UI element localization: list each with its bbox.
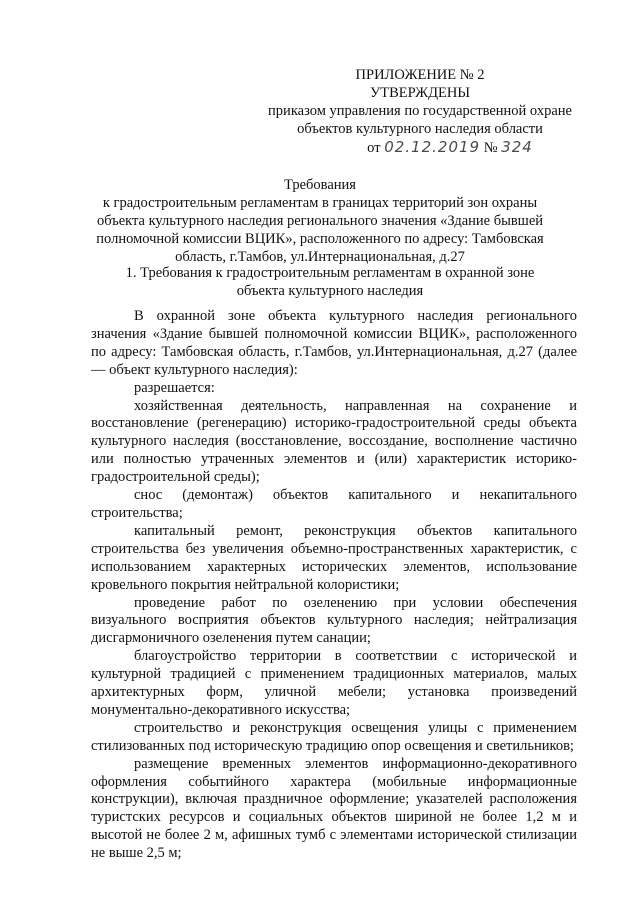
paragraph-intro: В охранной зоне объекта культурного наследия регионального значения «Здание бывшей полномочной комиссии ВЦИК», расположенного по адресу: Тамбовская область, г.Тамбов, ул.Интернациональная, д.27 (далее — объект культурного наследия):	[91, 308, 577, 378]
section-line-1: 1. Требования к градостроительным регламентам в охранной зоне	[125, 265, 535, 281]
title-heading: Требования	[284, 177, 356, 193]
paragraph-demolition: снос (демонтаж) объектов капитального и некапитального строительства;	[91, 487, 577, 521]
handwritten-date: 02.12.2019	[384, 138, 481, 156]
number-prefix: №	[483, 140, 498, 156]
paragraph-economic-activity: хозяйственная деятельность, направленная на сохранение и восстановление (регенерацию) историко-градостроительной среды объекта культурного наследия (восстановление, воссоздание, восполнение частично или полностью утраченных элементов и (или) характеристик историко-градостроительной среды);	[91, 397, 577, 486]
paragraph-landscaping: благоустройство территории в соответствии с исторической и культурной традицией с применением традиционных материалов, малых архитектурных форм, уличной мебели; установка произведений монументально-декоративного искусства;	[91, 648, 577, 718]
approved-label: УТВЕРЖДЕНЫ	[369, 85, 471, 101]
title-line-4: область, г.Тамбов, ул.Интернациональная, д.27	[175, 249, 465, 265]
order-date-line	[315, 138, 585, 157]
paragraph-temporary-elements: размещение временных элементов информационно-декоративного оформления событийного характера (мобильные информационные конструкции), включая праздничное оформление; указателей расположения туристских ресурсов и социальных объектов шириной не более 1,2 м и высотой не более 2 м, афишных тумб с элементами исторической стилизации не выше 2,5 м;	[91, 755, 577, 862]
order-line-1: приказом управления по государственной охране	[268, 103, 572, 119]
title-line-1: к градостроительным регламентам в границах территорий зон охраны	[102, 195, 538, 211]
section-line-2: объекта культурного наследия	[236, 283, 424, 299]
order-line-2: объектов культурного наследия области	[297, 121, 543, 137]
paragraph-repair: капитальный ремонт, реконструкция объектов капитального строительства без увеличения объемно-пространственных характеристик, с использованием характерных исторических элементов, использование кровельного покрытия нейтральной колористики;	[91, 522, 577, 593]
approval-block	[255, 66, 585, 157]
paragraph-permitted: разрешается:	[134, 379, 215, 396]
paragraph-lighting: строительство и реконструкция освещения улицы с применением стилизованных под историческую традицию опор освещения и светильников;	[91, 719, 577, 754]
handwritten-number: 324	[501, 138, 533, 156]
appendix-label: ПРИЛОЖЕНИЕ № 2	[355, 67, 485, 83]
title-line-3: полномочной комиссии ВЦИК», расположенного по адресу: Тамбовская	[96, 231, 544, 247]
body-text	[91, 308, 577, 863]
paragraph-greening: проведение работ по озеленению при условии обеспечения визуального восприятия объектов культурного наследия; нейтрализация дисгармоничного озеленения путем санации;	[91, 594, 577, 647]
title-line-2: объекта культурного наследия регионального значения «Здание бывшей	[96, 213, 544, 229]
date-prefix: от	[367, 140, 381, 156]
section-title	[80, 264, 580, 300]
requirements-title	[60, 176, 580, 266]
